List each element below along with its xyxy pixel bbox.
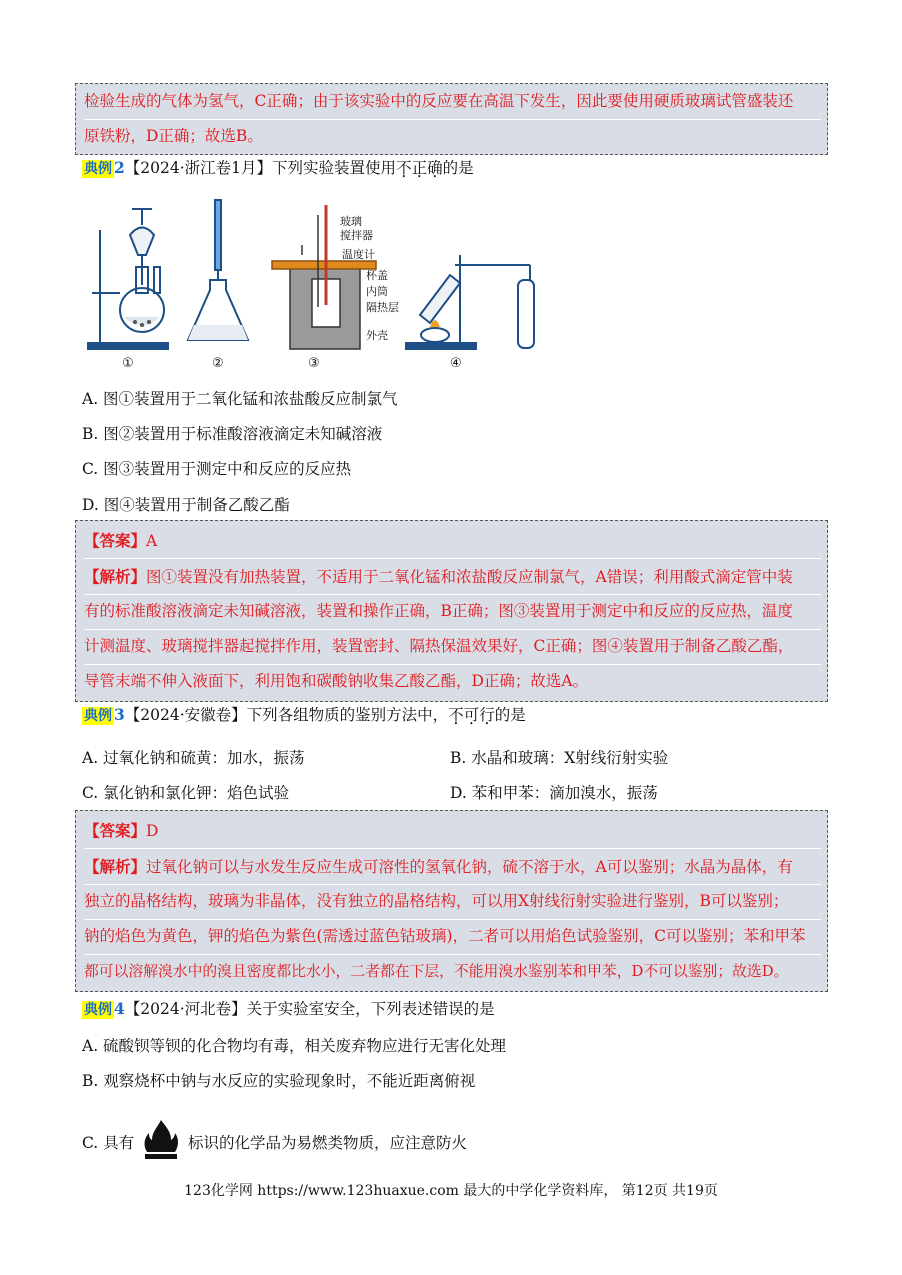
answer-line [84,523,821,559]
emphasis-char: 行 [479,706,495,724]
question-2-stem [82,156,474,178]
label-stirrer: 搅拌器 [340,229,373,242]
example-badge: 典例 [84,1002,112,1018]
question-source: 【2024·浙江卷1月】 [124,159,273,177]
analysis-text: 过氧化钠可以与水发生反应生成可溶性的氢氧化钠，硫不溶于水，A可以鉴别；水晶为晶体，有 [146,858,793,876]
label-glass: 玻璃 [340,215,362,228]
label-thermometer: 温度计 [342,248,375,261]
analysis-box-continued [75,83,828,155]
apparatus-4 [406,255,534,349]
apparatus-2 [188,200,248,340]
option-c-text: 标识的化学品为易燃类物质，应注意防火 [188,1134,468,1152]
apparatus-3 [272,205,399,349]
figure-label: ④ [450,356,462,371]
question-number: 2 [114,158,125,177]
option-a: A. 过氧化钠和硫黄：加水，振荡 [82,749,305,767]
analysis-line [84,559,821,595]
analysis-text: 图①装置没有加热装置，不适用于二氧化锰和浓盐酸反应制氯气，A错误；利用酸式滴定管中装 [146,568,793,586]
label-lid: 杯盖 [366,269,388,282]
emphasis-char: 不 [396,159,412,177]
analysis-tag: 【解析】 [84,567,147,586]
analysis-line: 导管末端不伸入液面下，利用饱和碳酸钠收集乙酸乙酯，D正确；故选A。 [84,672,589,690]
question-number: 4 [114,999,125,1018]
answer-tag: 【答案】 [84,821,147,840]
stem-text: 关于实验室安全，下列表述错误的是 [246,1000,495,1018]
option-b: B. 观察烧杯中钠与水反应的实验现象时，不能近距离俯视 [82,1072,476,1090]
option-a: A. 图①装置用于二氧化锰和浓盐酸反应制氯气 [82,390,398,408]
option-c: C. 氯化钠和氯化钾：焰色试验 [82,784,290,802]
stem-text: 下列实验装置使用 [272,159,397,177]
option-b: B. 图②装置用于标准酸溶液滴定未知碱溶液 [82,425,383,443]
apparatus-1 [88,209,168,349]
analysis-line: 有的标准酸溶液滴定未知碱溶液，装置和操作正确，B正确；图③装置用于测定中和反应的反应热，温度 [84,594,821,630]
option-c: C. 图③装置用于测定中和反应的反应热 [82,460,352,478]
page-footer: 123化学网 https://www.123huaxue.com 最大的中学化学资料库， 第12页 共19页 [184,1183,718,1199]
analysis-line: 原铁粉，D正确；故选B。 [84,127,263,145]
answer-box-q3 [75,810,828,992]
apparatus-figure [80,195,550,375]
option-d: D. 苯和甲苯：滴加溴水，振荡 [450,784,658,802]
emphasis-char: 可 [463,706,480,724]
option-c [82,1122,467,1166]
figure-label: ② [212,356,224,371]
answer-value: A [146,532,158,550]
option-a: A. 硫酸钡等钡的化合物均有毒，相关废弃物应进行无害化处理 [82,1037,507,1055]
emphasis-char: 正 [411,159,428,177]
stem-text: 下列各组物质的鉴别方法中， [246,706,449,724]
flame-icon [141,1118,181,1162]
question-4-stem [82,997,495,1019]
analysis-line [84,849,821,885]
option-c-text: C. 具有 [82,1134,135,1152]
emphasis-char: 确 [427,159,443,177]
answer-value: D [146,822,159,840]
question-3-stem [82,703,526,725]
label-shell: 外壳 [366,329,388,342]
stem-text: 的是 [442,159,474,177]
option-b: B. 水晶和玻璃：X射线衍射实验 [450,749,669,767]
analysis-line: 都可以溶解溴水中的溴且密度都比水小，二者都在下层，不能用溴水鉴别苯和甲苯，D不可以鉴别；故选D。 [84,963,789,980]
stem-text: 的是 [494,706,526,724]
question-source: 【2024·安徽卷】 [124,706,247,724]
label-inner: 内筒 [366,285,388,298]
answer-tag: 【答案】 [84,531,147,550]
analysis-line: 独立的晶格结构，玻璃为非晶体，没有独立的晶格结构，可以用X射线衍射实验进行鉴别，B可以鉴别； [84,884,821,920]
label-insulation: 隔热层 [366,301,399,314]
question-source: 【2024·河北卷】 [124,1000,247,1018]
answer-box-q2 [75,520,828,702]
figure-label: ③ [308,356,320,371]
analysis-line: 钠的焰色为黄色，钾的焰色为紫色(需透过蓝色钴玻璃)，二者可以用焰色试验鉴别，C可以鉴别；苯和甲苯 [84,919,821,955]
figure-label: ① [122,356,134,371]
emphasis-char: 不 [448,706,464,724]
answer-line [84,813,821,849]
option-d: D. 图④装置用于制备乙酸乙酯 [82,496,290,514]
example-badge: 典例 [84,708,112,724]
analysis-line: 检验生成的气体为氢气，C正确；由于该实验中的反应要在高温下发生，因此要使用硬质玻璃试管盛装还 [84,84,821,120]
analysis-tag: 【解析】 [84,857,147,876]
analysis-line: 计测温度、玻璃搅拌器起搅拌作用，装置密封、隔热保温效果好，C正确；图④装置用于制备乙酸乙酯， [84,629,821,665]
example-badge: 典例 [84,161,112,177]
question-number: 3 [114,705,125,724]
